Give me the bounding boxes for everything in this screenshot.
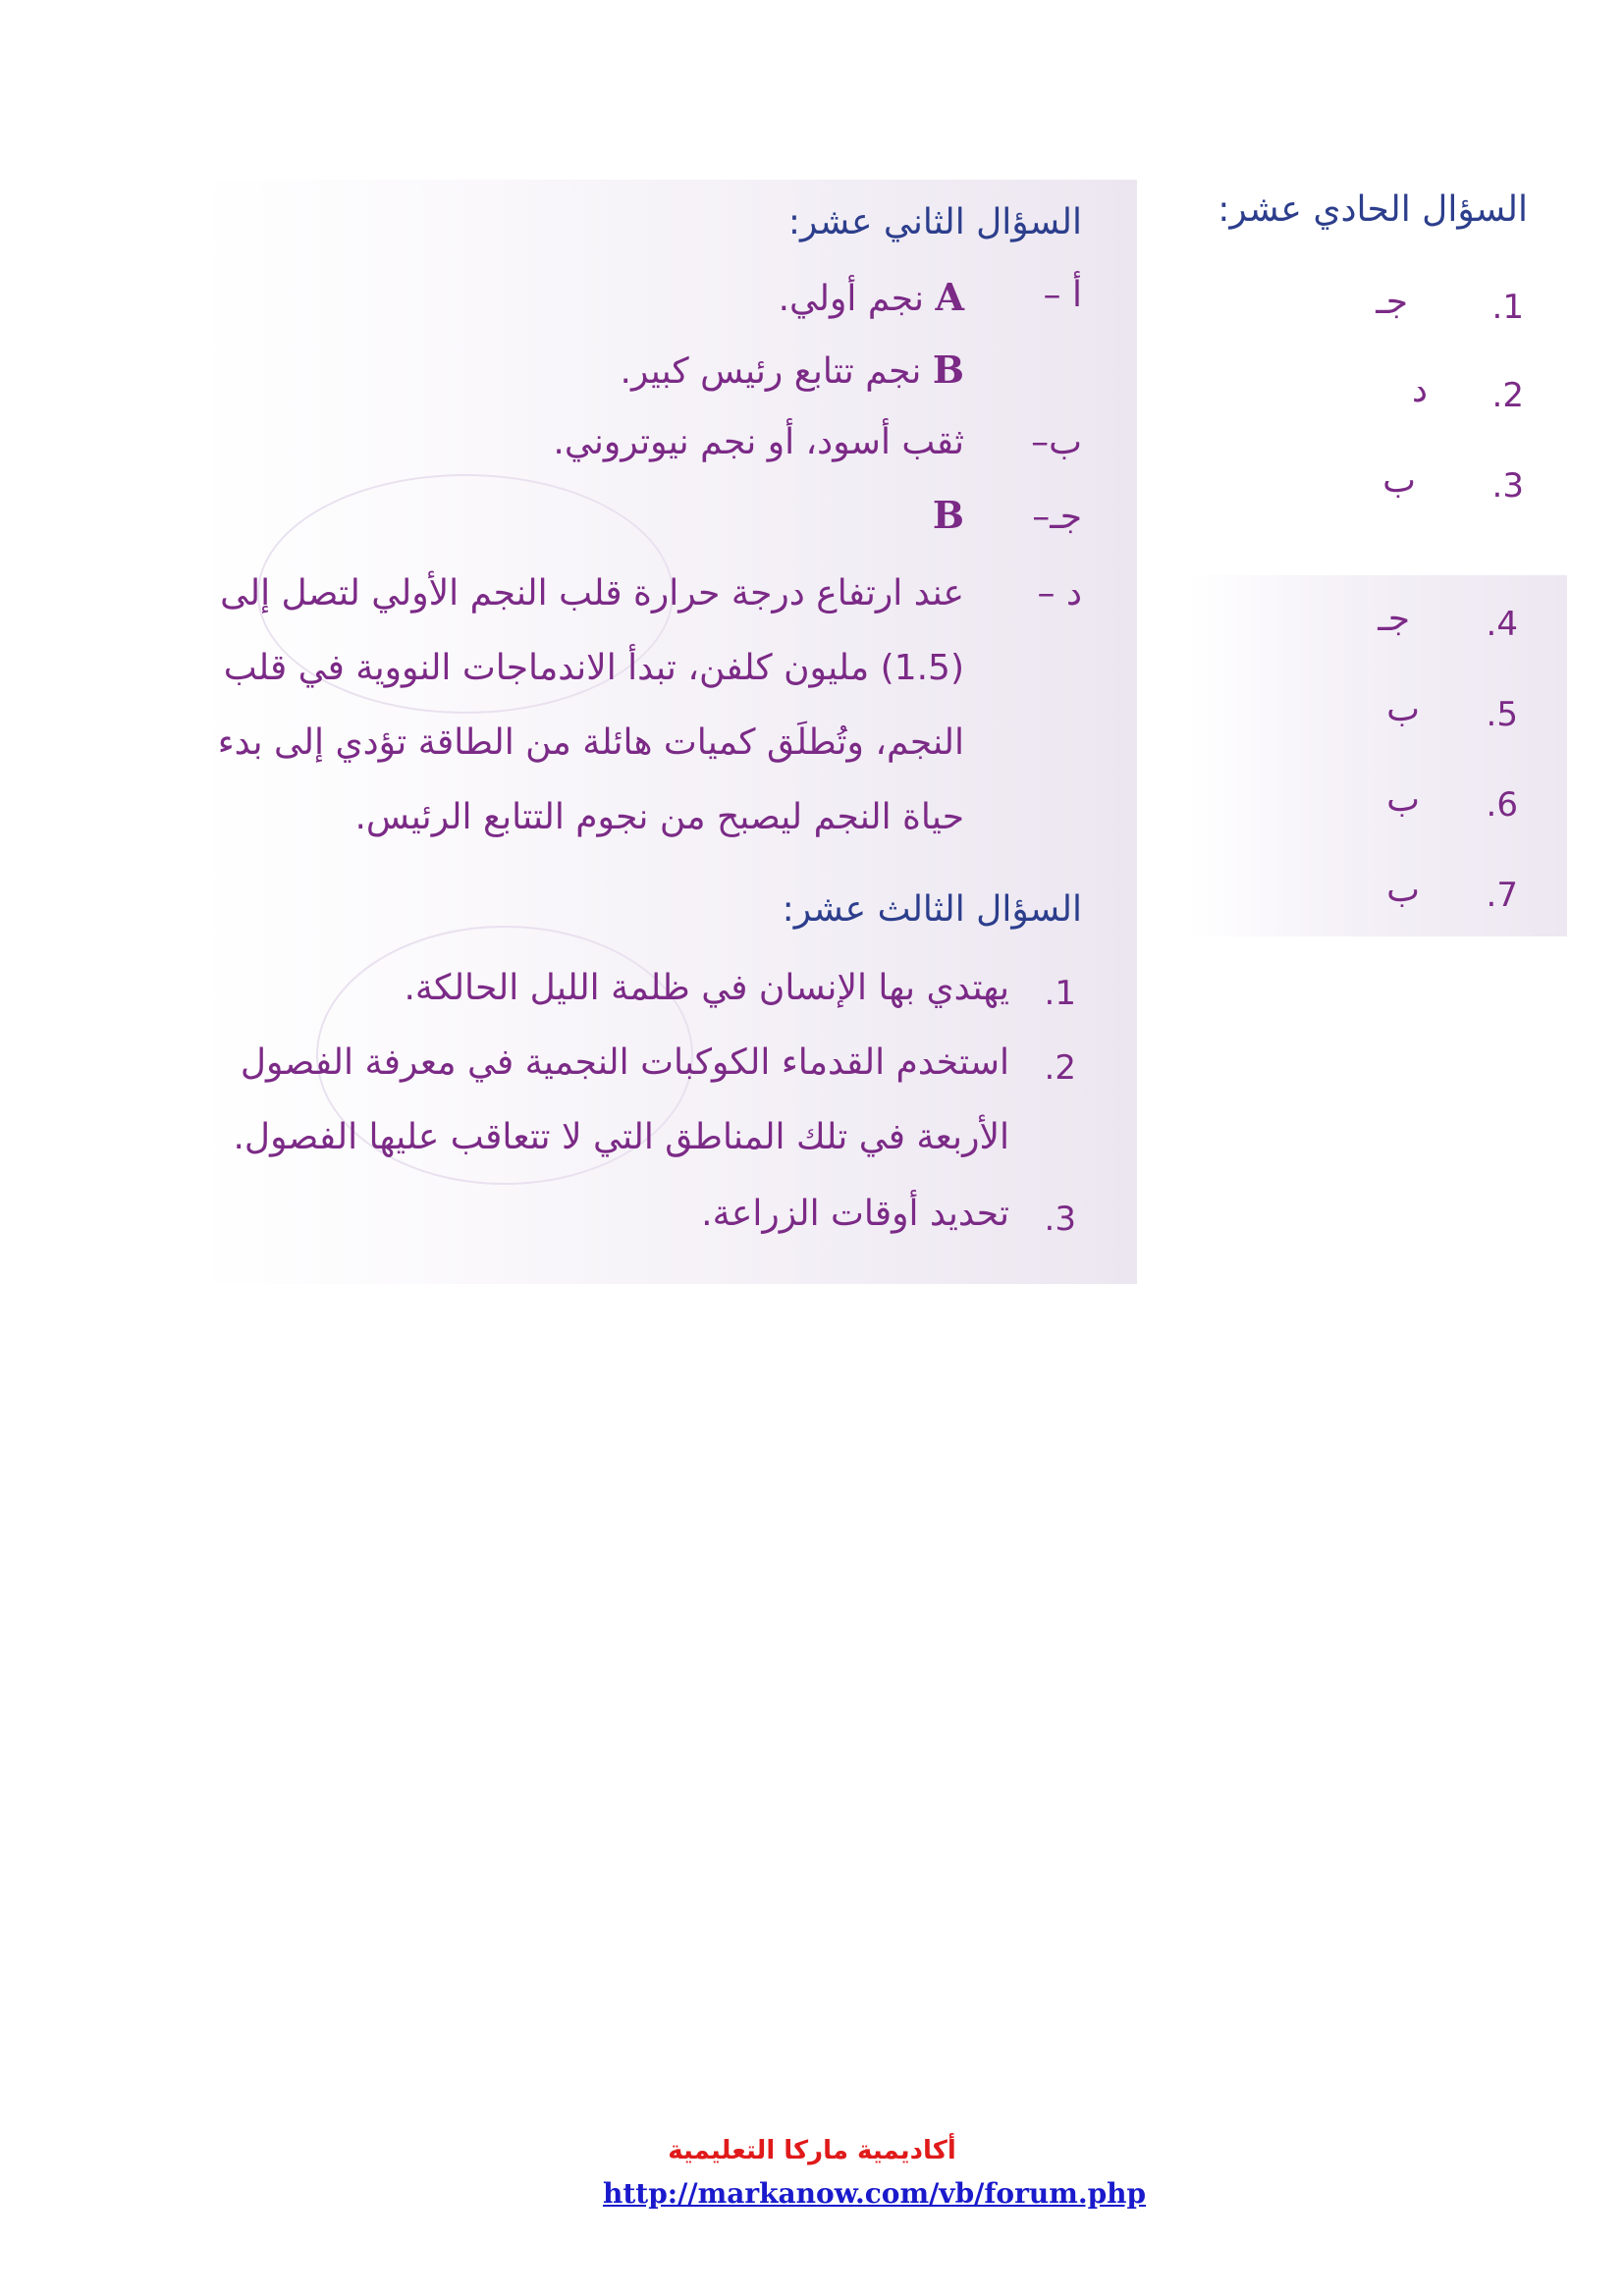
q13-title: السؤال الثالث عشر:	[782, 889, 1082, 930]
q12-d-line-2: (1.5) مليون كلفن، تبدأ الاندماجات النووية في قلب	[223, 648, 964, 688]
footer-academy-name: أكاديمية ماركا التعليمية	[668, 2136, 956, 2165]
q12-c-label: جـ–	[1032, 497, 1082, 537]
footer-forum-link[interactable]: http://markanow.com/vb/forum.php	[603, 2177, 1147, 2210]
q12-a-line1	[779, 275, 964, 319]
q13-item-3-num: .3	[1044, 1200, 1076, 1239]
q11-title: السؤال الحادي عشر:	[1218, 189, 1528, 230]
q11-item-5-num: .5	[1486, 695, 1518, 734]
q11-item-3-answer: ب	[1382, 460, 1416, 501]
q11-item-5-answer: ب	[1386, 689, 1420, 729]
q11-item-1-answer: جـ	[1376, 282, 1408, 322]
q13-item-2-num: .2	[1044, 1048, 1076, 1088]
q11-item-2-answer: د	[1411, 370, 1428, 410]
q12-a-line1-text: نجم أولي.	[778, 279, 925, 319]
q12-a-label: أ –	[1043, 275, 1082, 315]
q12-b-label: ب–	[1031, 422, 1082, 462]
q12-a-line1-letter: A	[935, 275, 964, 319]
q13-item-3-line-1: تحديد أوقات الزراعة.	[701, 1194, 1009, 1234]
q13-item-1-line-1: يهتدي بها الإنسان في ظلمة الليل الحالكة.	[404, 968, 1009, 1008]
q11-item-6-answer: ب	[1386, 779, 1420, 820]
q11-item-1-num: .1	[1491, 288, 1524, 327]
q12-b-text: ثقب أسود، أو نجم نيوتروني.	[553, 422, 964, 462]
q12-d-line-1: عند ارتفاع درجة حرارة قلب النجم الأولي لتصل إلى	[220, 573, 964, 614]
q11-item-7-num: .7	[1486, 876, 1518, 915]
q11-item-7-answer: ب	[1386, 870, 1420, 910]
q11-item-3-num: .3	[1491, 466, 1524, 506]
q12-d-line-3: النجم، وتُطلَق كميات هائلة من الطاقة تؤدي إلى بدء	[217, 722, 964, 763]
q12-a-line2-text: نجم تتابع رئيس كبير.	[620, 351, 922, 392]
q11-item-6-num: .6	[1486, 785, 1518, 825]
q13-item-2-line-2: الأربعة في تلك المناطق التي لا تتعاقب عليها الفصول.	[233, 1117, 1009, 1157]
q11-item-4-answer: جـ	[1378, 599, 1410, 639]
q11-item-4-num: .4	[1486, 605, 1518, 644]
q12-d-label: د –	[1037, 573, 1082, 614]
q13-item-1-num: .1	[1044, 974, 1076, 1013]
q12-title: السؤال الثاني عشر:	[787, 202, 1082, 242]
q13-item-2-line-1: استخدم القدماء الكوكبات النجمية في معرفة الفصول	[240, 1042, 1009, 1083]
q12-c-letter: B	[932, 493, 964, 537]
q12-d-line-4: حياة النجم ليصبح من نجوم التتابع الرئيس.	[354, 797, 964, 837]
q11-item-2-num: .2	[1491, 376, 1524, 415]
q12-a-line2	[621, 347, 965, 392]
q12-a-line2-letter: B	[932, 347, 964, 392]
